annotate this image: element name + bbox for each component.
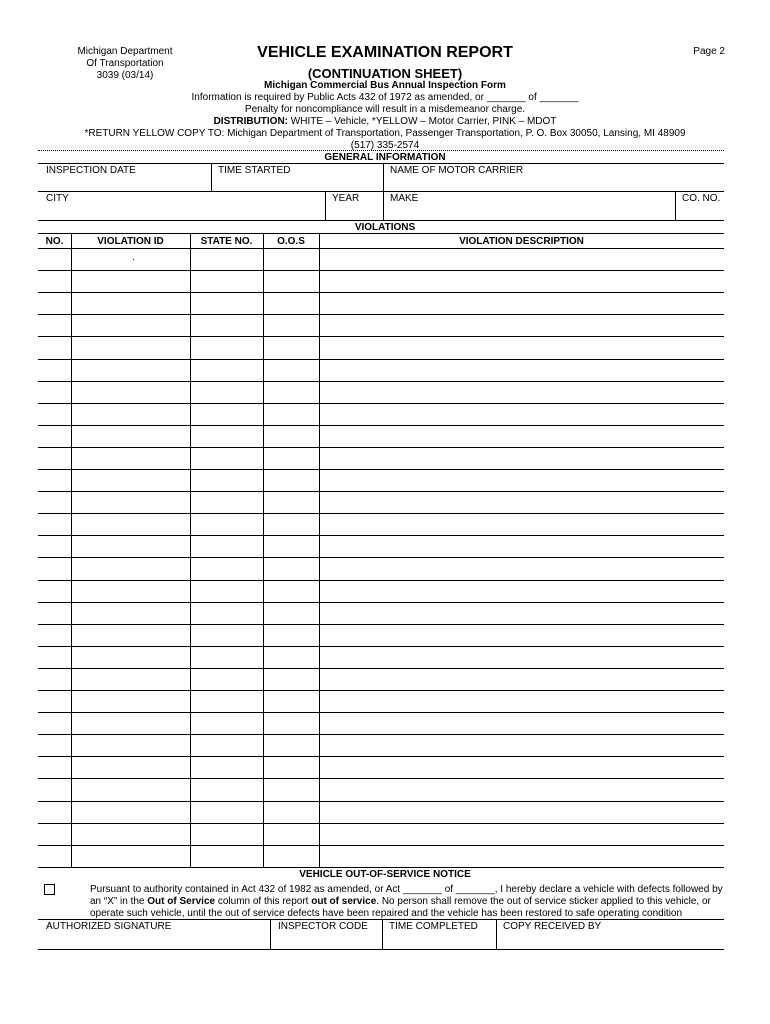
oos-text-part2: column of this report: [215, 896, 312, 907]
table-header-rule: [38, 248, 724, 249]
form-number: 3039 (03/14): [96, 70, 154, 81]
oos-text-part3: . No person shall remove the out of service sticker applied to this vehicle, or operate such vehicle, until the out of service defects have been repaired and the vehicle has been restored to safe operating condition: [90, 896, 711, 919]
page-number: Page 2: [693, 46, 725, 57]
table-row-rule: [38, 425, 724, 426]
table-row-rule: [38, 336, 724, 337]
column-header-oos: O.O.S: [277, 236, 305, 247]
signature-top-rule: [38, 919, 724, 920]
table-row-rule: [38, 690, 724, 691]
signature-bottom-rule: [38, 949, 724, 950]
table-row-rule: [38, 845, 724, 846]
city-field[interactable]: CITY: [46, 193, 69, 204]
table-row-rule: [38, 823, 724, 824]
report-title: VEHICLE EXAMINATION REPORT: [257, 44, 513, 61]
oos-text-bold1: Out of Service: [147, 896, 216, 907]
header-divider: [38, 150, 724, 151]
general-divider: [325, 191, 326, 220]
table-row-rule: [38, 469, 724, 470]
form-name: Michigan Commercial Bus Annual Inspection Form: [264, 80, 506, 91]
table-row-rule: [38, 756, 724, 757]
penalty-line: Penalty for noncompliance will result in a misdemeanor charge.: [244, 104, 526, 115]
table-row-rule: [38, 270, 724, 271]
table-row-rule: [38, 513, 724, 514]
make-field[interactable]: MAKE: [390, 193, 419, 204]
table-row-rule: [38, 314, 724, 315]
column-header-violation-id: VIOLATION ID: [97, 236, 164, 247]
table-column-rule: [71, 233, 72, 867]
table-row-rule: [38, 359, 724, 360]
time-started-field[interactable]: TIME STARTED: [218, 165, 291, 176]
signature-divider: [382, 919, 383, 949]
return-line: *RETURN YELLOW COPY TO: Michigan Department of Transportation, Passenger Transportation, P. O. Box 30050, Lansing, MI 48909: [84, 128, 686, 139]
table-row-rule: [38, 602, 724, 603]
table-row-rule: [38, 535, 724, 536]
table-row-rule: [38, 734, 724, 735]
oos-heading: VEHICLE OUT-OF-SERVICE NOTICE: [299, 869, 471, 880]
year-field[interactable]: YEAR: [332, 193, 360, 204]
violations-heading: VIOLATIONS: [354, 222, 416, 233]
motor-carrier-field[interactable]: NAME OF MOTOR CARRIER: [390, 165, 524, 176]
table-row-rule: [38, 491, 724, 492]
first-row-mark: .: [132, 252, 135, 263]
table-row-rule: [38, 580, 724, 581]
table-column-rule: [190, 233, 191, 867]
table-row-rule: [38, 801, 724, 802]
authorized-signature-field[interactable]: AUTHORIZED SIGNATURE: [46, 921, 172, 932]
agency-name-line2: Of Transportation: [86, 58, 164, 69]
general-divider: [211, 163, 212, 191]
table-row-rule: [38, 403, 724, 404]
violations-top-rule: [38, 233, 724, 234]
oos-checkbox[interactable]: [44, 884, 55, 895]
table-row-rule: [38, 668, 724, 669]
oos-text-bold2: out of service: [311, 896, 377, 907]
table-row-rule: [38, 557, 724, 558]
table-column-rule: [263, 233, 264, 867]
signature-divider: [496, 919, 497, 949]
table-row-rule: [38, 712, 724, 713]
general-mid-rule: [38, 191, 724, 192]
distribution-label: DISTRIBUTION:: [213, 116, 289, 127]
oos-notice-text: [90, 884, 730, 920]
copy-received-by-field[interactable]: COPY RECEIVED BY: [503, 921, 602, 932]
co-no-field[interactable]: CO. NO.: [682, 193, 721, 204]
table-row-rule: [38, 447, 724, 448]
table-row-rule: [38, 867, 724, 868]
signature-divider: [270, 919, 271, 949]
agency-name-line1: Michigan Department: [77, 46, 173, 57]
inspection-date-field[interactable]: INSPECTION DATE: [46, 165, 136, 176]
report-subtitle: (CONTINUATION SHEET): [307, 66, 463, 81]
inspector-code-field[interactable]: INSPECTOR CODE: [278, 921, 368, 932]
general-divider: [675, 191, 676, 220]
column-header-violation-description: VIOLATION DESCRIPTION: [459, 236, 584, 247]
column-header-state-no: STATE NO.: [200, 236, 253, 247]
time-completed-field[interactable]: TIME COMPLETED: [389, 921, 478, 932]
column-header-no: NO.: [45, 236, 64, 247]
table-row-rule: [38, 646, 724, 647]
table-row-rule: [38, 381, 724, 382]
phone-line: (517) 335-2574: [350, 140, 420, 151]
table-column-rule: [319, 233, 320, 867]
distribution-text: WHITE – Vehicle, *YELLOW – Motor Carrier, PINK – MDOT: [288, 116, 557, 127]
table-row-rule: [38, 292, 724, 293]
info-line: Information is required by Public Acts 432 of 1972 as amended, or _______ of _______: [191, 92, 579, 103]
general-top-rule: [38, 163, 724, 164]
general-info-heading: GENERAL INFORMATION: [324, 152, 446, 163]
distribution-line: [0, 116, 770, 128]
table-row-rule: [38, 624, 724, 625]
oos-text-part1: Pursuant to authority contained in Act 432 of 1982 as amended, or Act _______ of _______, I hereby declare a vehicle with defects followed by an “X” in the: [90, 884, 723, 907]
table-row-rule: [38, 778, 724, 779]
general-bottom-rule: [38, 220, 724, 221]
